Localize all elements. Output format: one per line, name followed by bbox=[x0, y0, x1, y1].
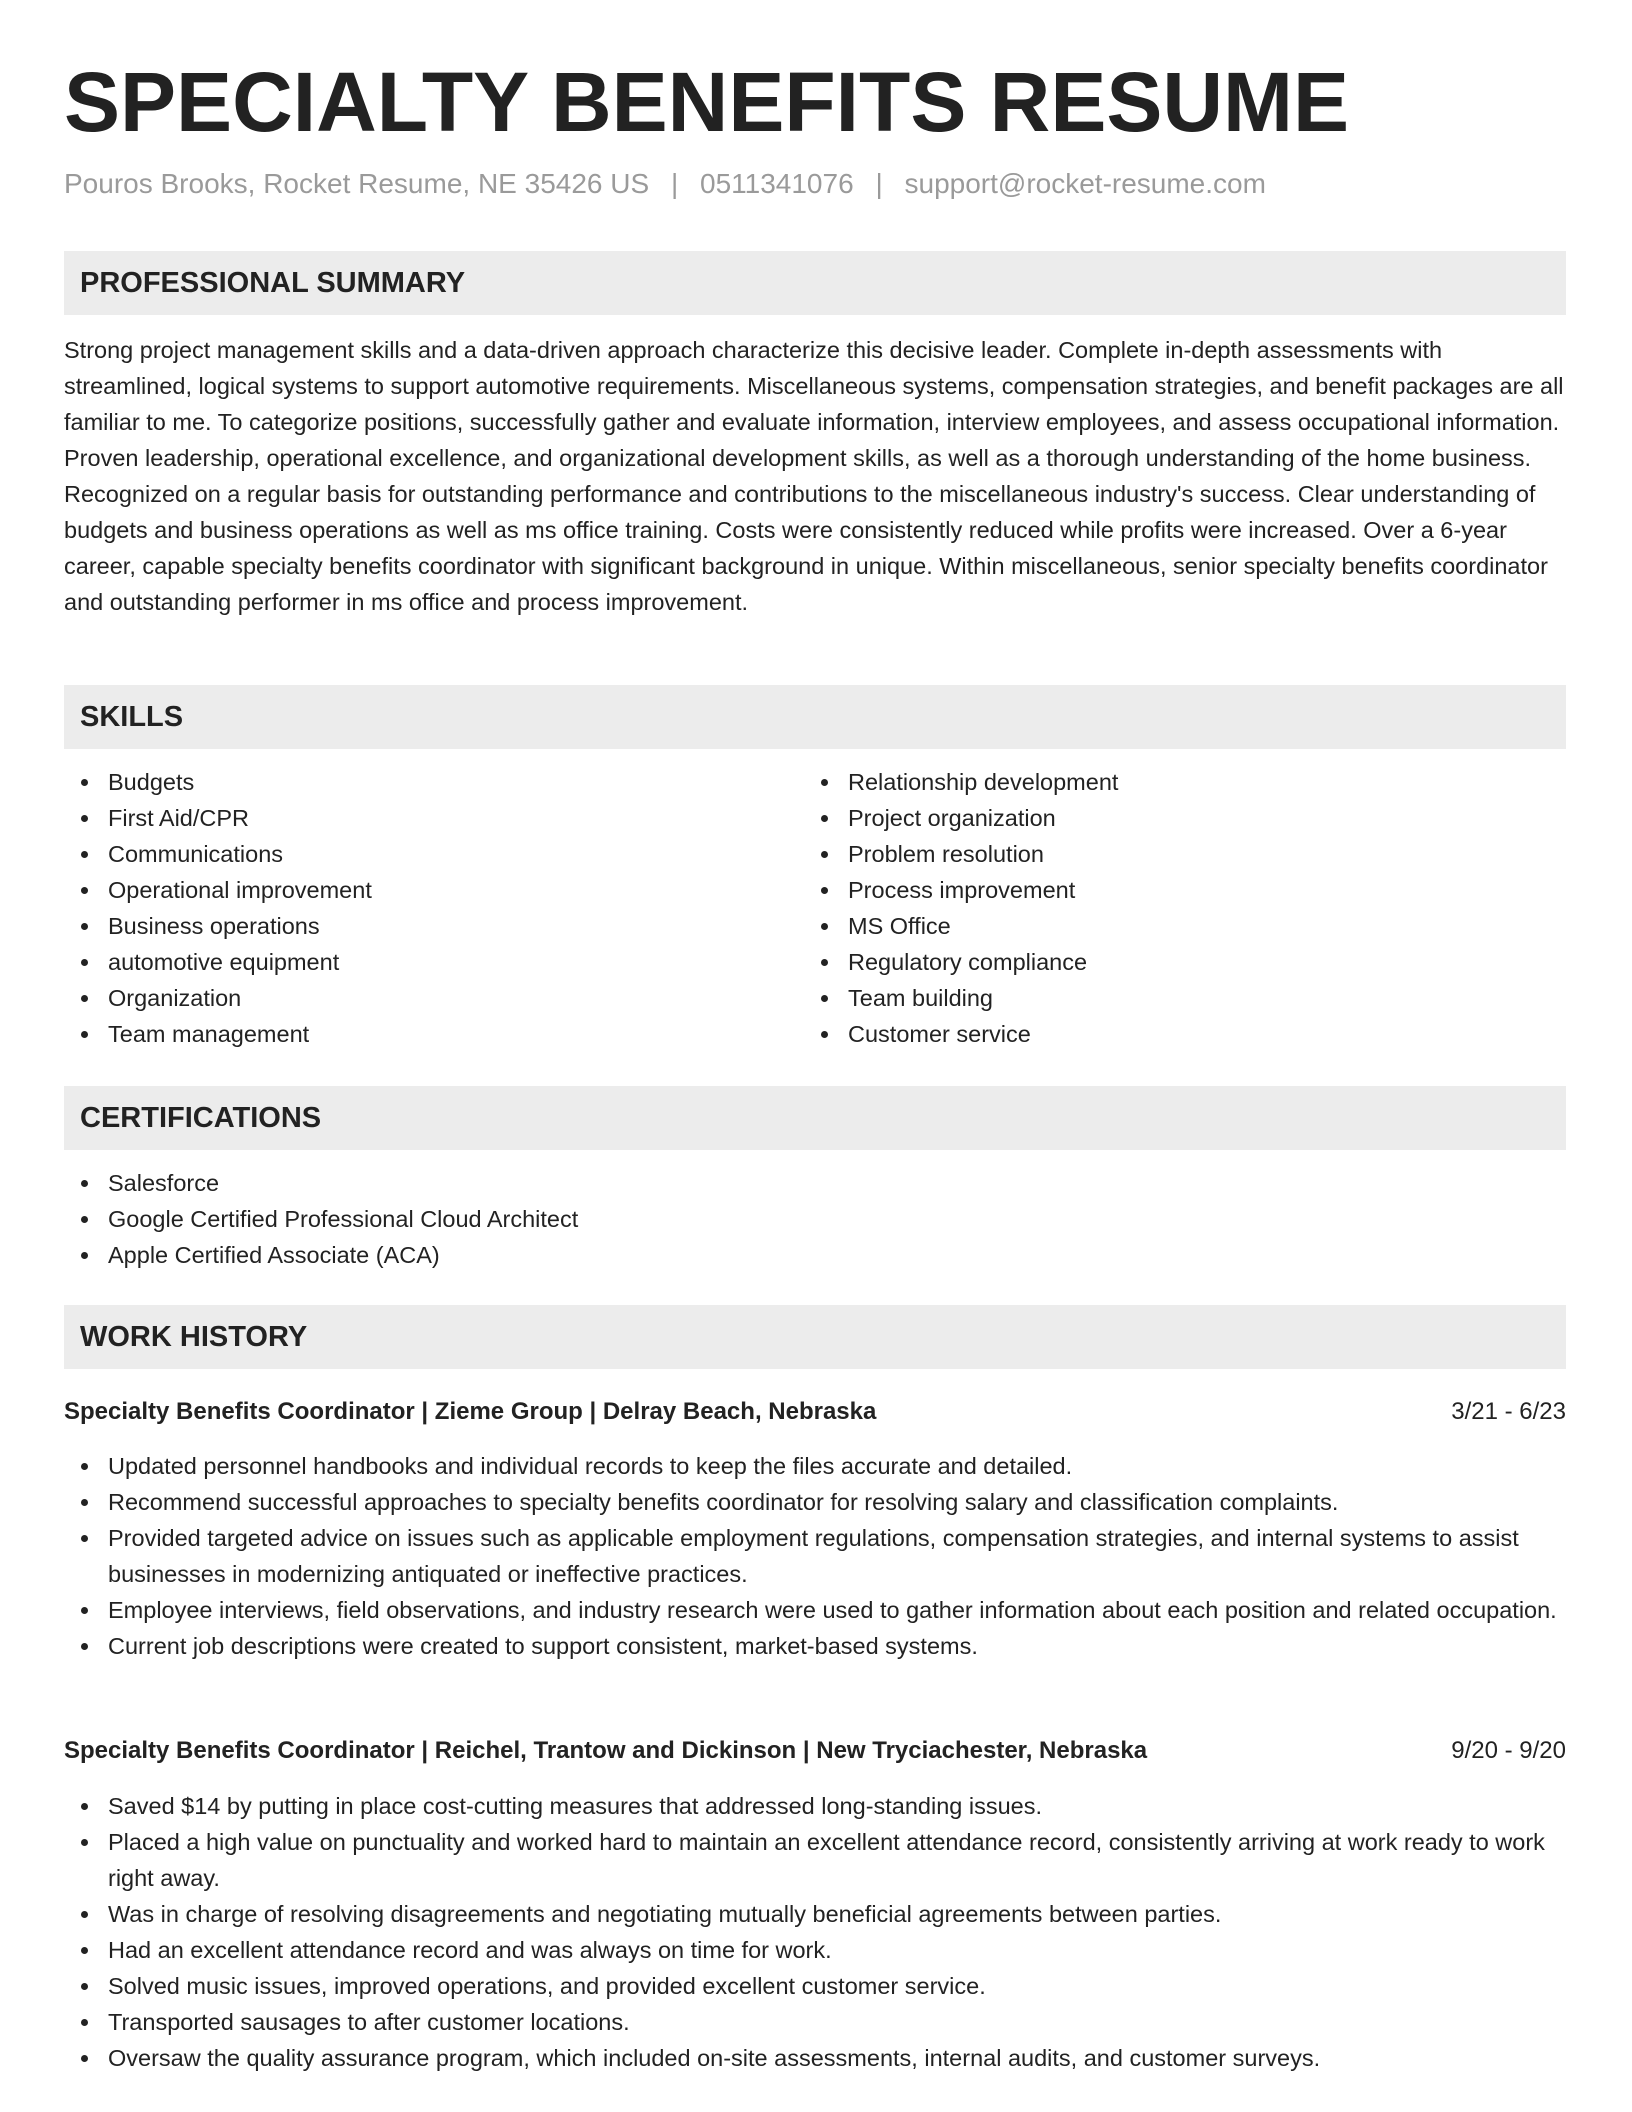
list-item: Project organization bbox=[804, 800, 1524, 836]
list-item: Regulatory compliance bbox=[804, 944, 1524, 980]
list-item: Salesforce bbox=[64, 1165, 1566, 1201]
contact-line bbox=[64, 166, 1266, 202]
list-item: Employee interviews, field observations, and industry research were used to gather information about each position and related occupation. bbox=[64, 1592, 1566, 1628]
list-item: Team management bbox=[64, 1016, 784, 1052]
list-item: Organization bbox=[64, 980, 784, 1016]
list-item: Business operations bbox=[64, 908, 784, 944]
list-item: First Aid/CPR bbox=[64, 800, 784, 836]
list-item: MS Office bbox=[804, 908, 1524, 944]
section-header-summary: PROFESSIONAL SUMMARY bbox=[64, 251, 1566, 315]
list-item: Recommend successful approaches to specialty benefits coordinator for resolving salary and classification complaints. bbox=[64, 1484, 1566, 1520]
list-item: Team building bbox=[804, 980, 1524, 1016]
job-dates: 3/21 - 6/23 bbox=[1451, 1398, 1566, 1425]
contact-email: support@rocket-resume.com bbox=[904, 168, 1266, 199]
list-item: Budgets bbox=[64, 764, 784, 800]
skills-list-right bbox=[804, 764, 1524, 1052]
list-item: Had an excellent attendance record and was always on time for work. bbox=[64, 1932, 1566, 1968]
job-title: Specialty Benefits Coordinator | Reichel, Trantow and Dickinson | New Tryciachester, Nebraska bbox=[64, 1737, 1148, 1764]
contact-separator: | bbox=[670, 168, 679, 199]
list-item: Placed a high value on punctuality and worked hard to maintain an excellent attendance record, consistently arriving at work ready to work right away. bbox=[64, 1824, 1566, 1896]
list-item: Oversaw the quality assurance program, which included on-site assessments, internal audits, and customer surveys. bbox=[64, 2040, 1566, 2076]
job-bullets bbox=[64, 1788, 1566, 2076]
list-item: Apple Certified Associate (ACA) bbox=[64, 1237, 1566, 1273]
list-item: Communications bbox=[64, 836, 784, 872]
contact-separator: | bbox=[875, 168, 883, 199]
job-dates: 9/20 - 9/20 bbox=[1451, 1737, 1566, 1764]
contact-address: Pouros Brooks, Rocket Resume, NE 35426 US bbox=[64, 168, 650, 199]
list-item: Google Certified Professional Cloud Architect bbox=[64, 1201, 1566, 1237]
certifications-list bbox=[64, 1165, 1566, 1273]
list-item: Operational improvement bbox=[64, 872, 784, 908]
job-header bbox=[64, 1733, 1566, 1769]
section-header-certifications: CERTIFICATIONS bbox=[64, 1086, 1566, 1150]
job-header bbox=[64, 1394, 1566, 1430]
section-header-work-history: WORK HISTORY bbox=[64, 1305, 1566, 1369]
list-item: Relationship development bbox=[804, 764, 1524, 800]
list-item: Was in charge of resolving disagreements and negotiating mutually beneficial agreements between parties. bbox=[64, 1896, 1566, 1932]
list-item: Customer service bbox=[804, 1016, 1524, 1052]
list-item: Problem resolution bbox=[804, 836, 1524, 872]
section-header-skills: SKILLS bbox=[64, 685, 1566, 749]
list-item: Solved music issues, improved operations, and provided excellent customer service. bbox=[64, 1968, 1566, 2004]
summary-text: Strong project management skills and a data-driven approach characterize this decisive leader. Complete in-depth assessments with streamlined, logical systems to support automotive requirements. Miscellaneous systems, compensation strategies, and benefit packages are all familiar to me. To categorize positions, successfully gather and evaluate information, interview employees, and assess occupational information. Proven leadership, operational excellence, and organizational development skills, as well as a thorough understanding of the home business. Recognized on a regular basis for outstanding performance and contributions to the miscellaneous industry's success. Clear understanding of budgets and business operations as well as ms office training. Costs were consistently reduced while profits were increased. Over a 6-year career, capable specialty benefits coordinator with significant background in unique. Within miscellaneous, senior specialty benefits coordinator and outstanding performer in ms office and process improvement. bbox=[64, 337, 1564, 615]
resume-title: SPECIALTY BENEFITS RESUME bbox=[64, 55, 1350, 149]
list-item: Current job descriptions were created to support consistent, market-based systems. bbox=[64, 1628, 1566, 1664]
list-item: Updated personnel handbooks and individual records to keep the files accurate and detailed. bbox=[64, 1448, 1566, 1484]
list-item: Transported sausages to after customer locations. bbox=[64, 2004, 1566, 2040]
job-title: Specialty Benefits Coordinator | Zieme Group | Delray Beach, Nebraska bbox=[64, 1398, 877, 1425]
list-item: Saved $14 by putting in place cost-cutting measures that addressed long-standing issues. bbox=[64, 1788, 1566, 1824]
list-item: Provided targeted advice on issues such as applicable employment regulations, compensation strategies, and internal systems to assist businesses in modernizing antiquated or ineffective practices. bbox=[64, 1520, 1566, 1592]
list-item: Process improvement bbox=[804, 872, 1524, 908]
skills-list-left bbox=[64, 764, 784, 1052]
job-bullets bbox=[64, 1448, 1566, 1664]
list-item: automotive equipment bbox=[64, 944, 784, 980]
contact-phone: 0511341076 bbox=[700, 168, 854, 199]
